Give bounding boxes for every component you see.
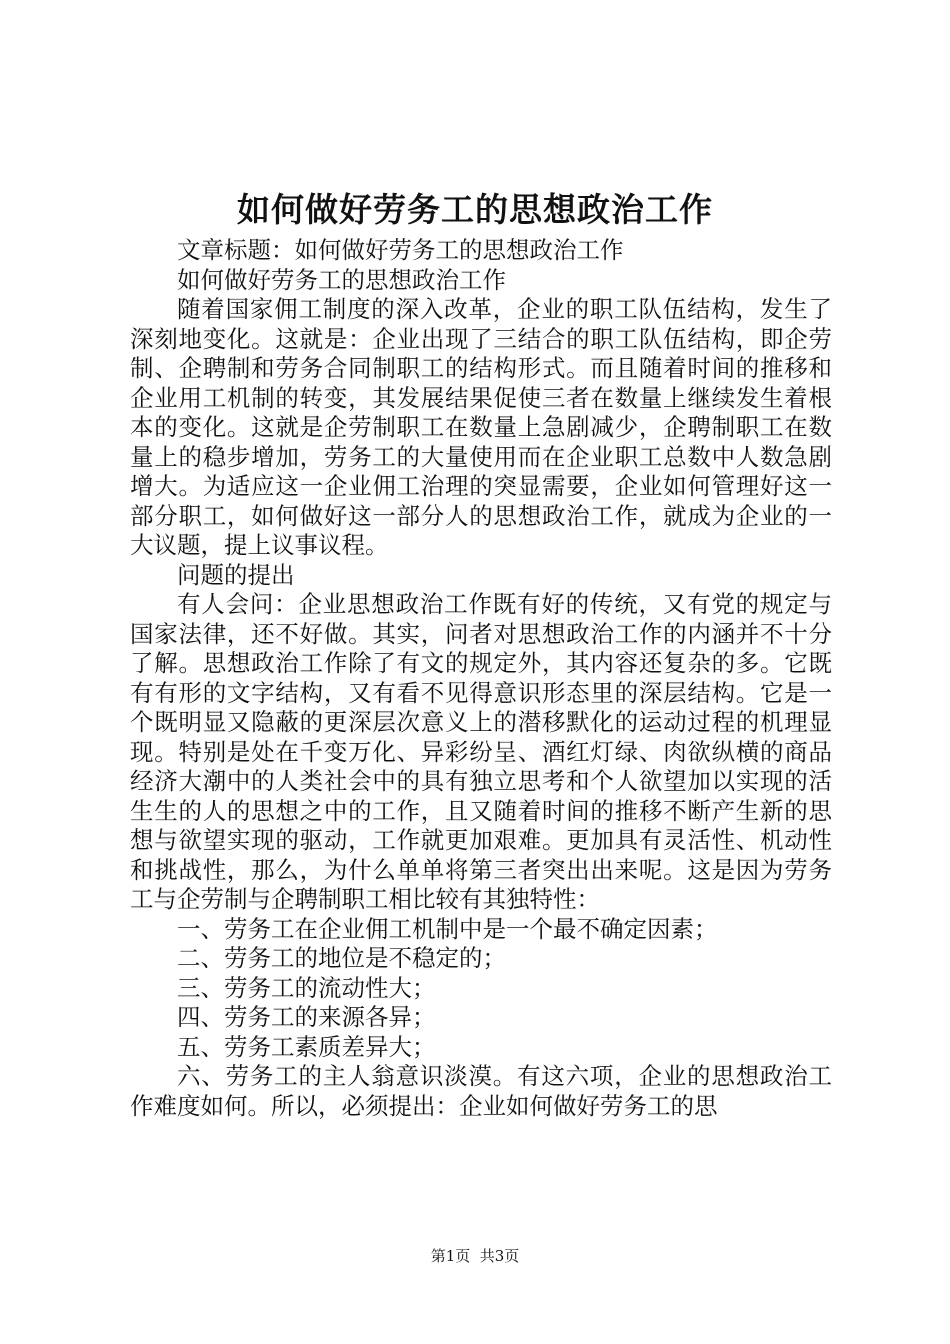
list-item-3: 三、劳务工的流动性大； — [177, 973, 436, 1002]
list-item-4: 四、劳务工的来源各异； — [177, 1003, 436, 1031]
page-footer — [0, 1246, 950, 1266]
list-item-1: 一、劳务工在企业佣工机制中是一个最不确定因素； — [177, 914, 718, 943]
list-item-5: 五、劳务工素质差异大； — [177, 1032, 436, 1061]
document-title: 如何做好劳务工的思想政治工作 — [237, 190, 713, 229]
list-item-2: 二、劳务工的地位是不稳定的； — [177, 944, 506, 972]
paragraph-section-heading: 问题的提出 — [177, 560, 295, 589]
paragraph-intro: 随着国家佣工制度的深入改革，企业的职工队伍结构，发生了深刻地变化。这就是：企业出现了三结合的职工队伍结构，即企劳制、企聘制和劳务合同制职工的结构形式。而且随着时间的推移和企业用工机制的转变，其发展结果促使三者在数量上继续发生着根本的变化。这就是企劳制职工在数量上急剧减少，企聘制职工在数量上的稳步增加，劳务工的大量使用而在企业职工总数中人数急剧增大。为适应这一企业佣工治理的突显需要，企业如何管理好这一部分职工，如何做好这一部分人的思想政治工作，就成为企业的一大议题，提上议事议程。 — [130, 295, 832, 559]
list-item-6: 六、劳务工的主人翁意识淡漠。有这六项，企业的思想政治工作难度如何。所以，必须提出：企业如何做好劳务工的思 — [130, 1062, 832, 1120]
paragraph-article-heading: 文章标题：如何做好劳务工的思想政治工作 — [177, 236, 624, 264]
paragraph-discussion: 有人会问：企业思想政治工作既有好的传统，又有党的规定与国家法律，还不好做。其实，问者对思想政治工作的内涵并不十分了解。思想政治工作除了有文的规定外，其内容还复杂的多。它既有有形的文字结构，又有看不见得意识形态里的深层结构。它是一个既明显又隐蔽的更深层次意义上的潜移默化的运动过程的机理显现。特别是处在千变万化、异彩纷呈、酒红灯绿、肉欲纵横的商品经济大潮中的人类社会中的具有独立思考和个人欲望加以实现的活生生的人的思想之中的工作，且又随着时间的推移不断产生新的思想与欲望实现的驱动，工作就更加艰难。更加具有灵活性、机动性和挑战性，那么，为什么单单将第三者突出出来呢。这是因为劳务工与企劳制与企聘制职工相比较有其独特性： — [130, 590, 832, 913]
page-number: 第1页 共3页 — [430, 1247, 520, 1265]
paragraph-subtitle: 如何做好劳务工的思想政治工作 — [177, 265, 506, 294]
document-body — [130, 236, 832, 1121]
